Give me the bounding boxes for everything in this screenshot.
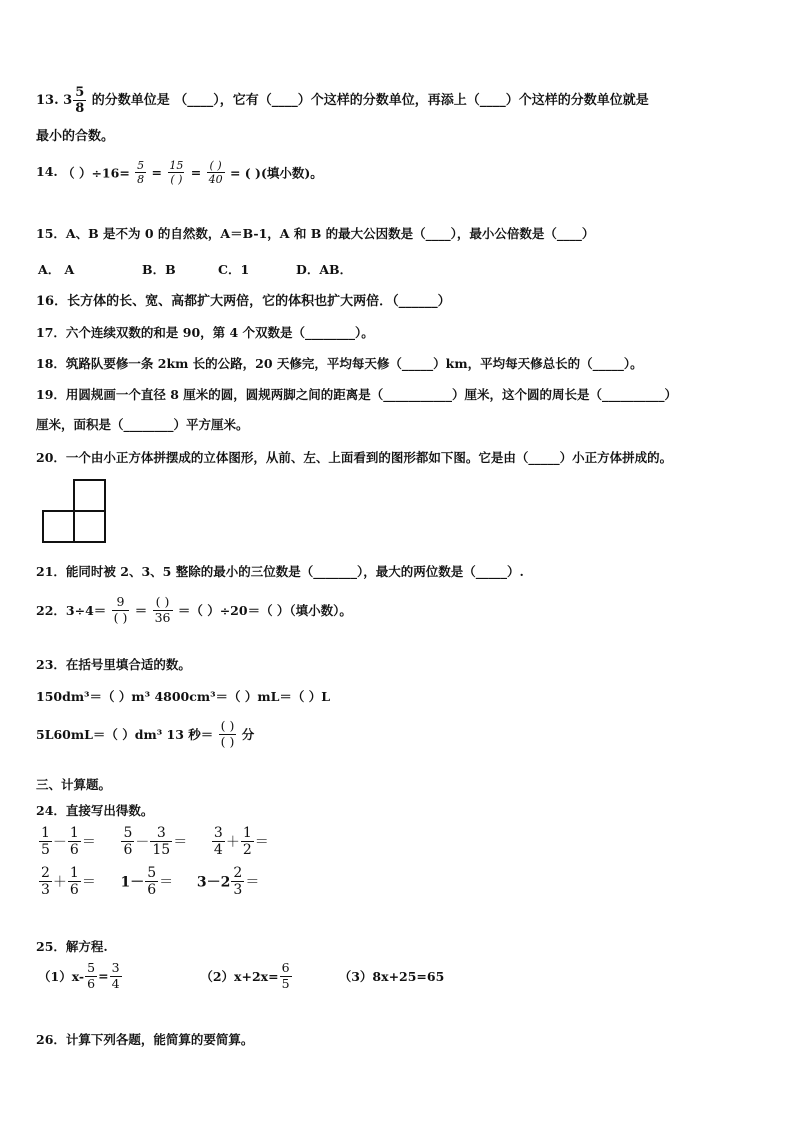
question-number: 13.: [36, 93, 59, 108]
option-a: A． A: [38, 262, 75, 277]
equation-row: [38, 962, 444, 990]
question-17: 17．六个连续双数的和是 90，第 4 个双数是（________）。: [36, 325, 374, 340]
calc-item: $\frac{1}{5}$ － $\frac{1}{6}$ ＝: [41, 825, 96, 858]
question-23-line1: 150dm³＝（ ）m³ 4800cm³＝（ ）mL＝（ ）L: [36, 689, 331, 704]
question-23: 23．在括号里填合适的数。: [36, 657, 191, 672]
question-22: 22．3÷4＝ $\frac{9}{( )}$ ＝ $\frac{( )}{36}$ ＝（ ）÷20＝（ ）（填小数）。: [36, 594, 352, 625]
fraction: $\frac{( )}{( )}$: [220, 718, 235, 749]
question-text: 的分数单位是 （____），它有（____）个这样的分数单位，再添上（____）个这样的分数单位就是: [91, 93, 649, 108]
fraction: $\frac{9}{( )}$: [113, 594, 128, 625]
calc-item: 3－2 $\frac{2}{3}$ ＝: [196, 865, 260, 898]
question-14: 14. （ ）÷16= $\frac{5}{8}$ = $\frac{15}{( )}$ = $\frac{( )}{40}$ = ( )(填小数)。: [36, 159, 323, 186]
question-20: 20．一个由小正方体拼摆成的立体图形，从前、左、上面看到的图形都如下图。它是由（_____）小正方体拼成的。: [36, 450, 673, 465]
question-24: 24．直接写出得数。: [36, 803, 154, 818]
fraction: $\frac{5}{8}$: [75, 85, 85, 116]
calc-item: $\frac{3}{4}$ ＋ $\frac{1}{2}$ ＝: [213, 825, 269, 858]
option-b: B．B: [142, 262, 176, 277]
question-number: 14.: [36, 164, 58, 179]
question-23-line2: 5L60mL＝（ ）dm³ 13 秒＝ $\frac{( )}{( )}$ 分: [36, 718, 255, 749]
section-title: 三、计算题。: [36, 777, 112, 792]
calc-row-1: [38, 826, 291, 857]
fraction: $\frac{15}{( )}$: [169, 159, 184, 186]
question-19-line2: 厘米，面积是（________）平方厘米。: [36, 417, 249, 432]
mixed-number: 3 $\frac{5}{8}$: [63, 85, 85, 116]
equation-2: （2）x+2x= $\frac{6}{5}$: [200, 960, 290, 991]
question-13-line2: 最小的合数。: [36, 129, 115, 144]
question-16: 16．长方体的长、宽、高都扩大两倍，它的体积也扩大两倍．（______）: [36, 294, 451, 309]
question-26: 26．计算下列各题，能简算的要简算。: [36, 1032, 254, 1047]
question-21: 21．能同时被 2、3、5 整除的最小的三位数是（_______），最大的两位数是（_____）.: [36, 564, 524, 579]
cube-view-figure: [42, 479, 108, 543]
equation-1: （1）x- $\frac{5}{6}$ = $\frac{3}{4}$: [38, 960, 120, 991]
fraction: $\frac{5}{8}$: [137, 159, 145, 186]
question-19: 19．用圆规画一个直径 8 厘米的圆，圆规两脚之间的距离是（___________）厘米，这个圆的周长是（__________）: [36, 387, 678, 402]
option-c: C．1: [218, 262, 250, 277]
calc-item: $\frac{5}{6}$ － $\frac{3}{15}$ ＝: [123, 825, 188, 858]
calc-row-2: [38, 866, 277, 897]
fraction: $\frac{( )}{40}$: [208, 159, 223, 186]
question-18: 18．筑路队要修一条 2km 长的公路，20 天修完，平均每天修（_____）km，平均每天修总长的（_____）。: [36, 356, 643, 371]
fraction: $\frac{( )}{36}$: [154, 594, 171, 625]
cube-square: [73, 510, 106, 543]
question-13: [36, 86, 649, 115]
cube-square: [42, 510, 75, 543]
calc-item: 1－ $\frac{5}{6}$ ＝: [120, 865, 174, 898]
calc-item: $\frac{2}{3}$ ＋ $\frac{1}{6}$ ＝: [41, 865, 96, 898]
equation-3: （3）8x+25=65: [338, 969, 445, 984]
option-d: D．AB．: [296, 262, 353, 277]
question-25: 25．解方程.: [36, 939, 108, 954]
question-15: 15．A、B 是不为 0 的自然数，A＝B-1，A 和 B 的最大公因数是（____），最小公倍数是（____）: [36, 226, 595, 241]
cube-square: [73, 479, 106, 512]
